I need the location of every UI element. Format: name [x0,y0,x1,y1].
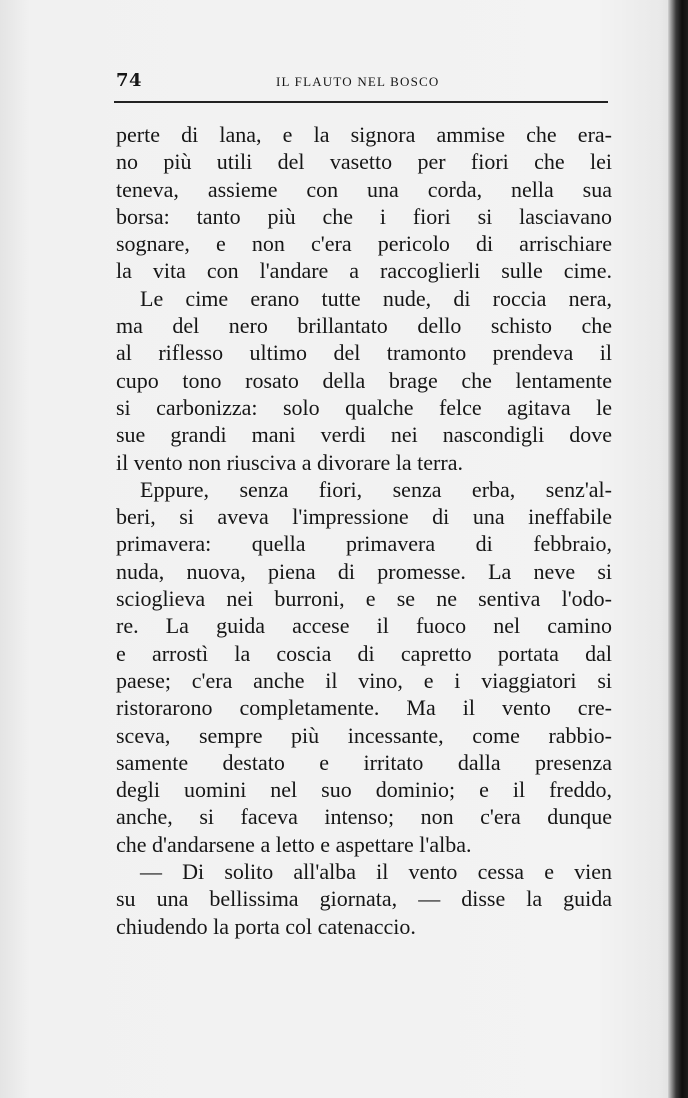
text-line: Eppure, senza fiori, senza erba, senz'al- [140,476,612,502]
header-rule [114,101,608,103]
text-line: re. La guida accese il fuoco nel camino [116,613,612,639]
text-line: sceva, sempre più incessante, come rabbio- [116,722,612,748]
page-header [116,70,608,94]
text-line: Le cime erano tutte nude, di roccia nera, [140,285,612,311]
page-number: 74 [116,70,143,91]
text-line: samente destato e irritato dalla presenza [116,749,612,775]
page-binding-edge [668,0,688,1098]
text-line: ristorarono completamente. Ma il vento cre- [116,695,612,721]
text-line: beri, si aveva l'impressione di una ineffabile [116,504,612,530]
text-line: anche, si faceva intenso; non c'era dunque [116,804,612,830]
text-line: sognare, e non c'era pericolo di arrischiare [116,231,612,257]
text-line: borsa: tanto più che i fiori si lasciavano [116,203,612,229]
text-line: nuda, nuova, piena di promesse. La neve si [116,558,612,584]
text-line: degli uomini nel suo dominio; e il freddo, [116,777,612,803]
text-line: chiudendo la porta col catenaccio. [116,913,416,939]
text-line: che d'andarsene a letto e aspettare l'alba. [116,831,472,857]
text-line: al riflesso ultimo del tramonto prendeva il [116,340,612,366]
text-line: paese; c'era anche il vino, e i viaggiatori si [116,667,612,693]
text-line: su una bellissima giornata, — disse la guida [116,886,612,912]
text-line: teneva, assieme con una corda, nella sua [116,176,612,202]
text-line: cupo tono rosato della brage che lentamente [116,367,612,393]
text-line: primavera: quella primavera di febbraio, [116,531,612,557]
text-line: — Di solito all'alba il vento cessa e vien [140,859,612,885]
text-line: no più utili del vasetto per fiori che lei [116,149,612,175]
running-title: IL FLAUTO NEL BOSCO [276,74,440,89]
text-line: sue grandi mani verdi nei nascondigli dove [116,422,612,448]
text-line: perte di lana, e la signora ammise che era- [116,122,612,147]
body-text [116,121,612,940]
text-line: il vento non riusciva a divorare la terra. [116,449,463,475]
text-line: si carbonizza: solo qualche felce agitava le [116,394,612,420]
text-line: ma del nero brillantato dello schisto che [116,313,612,339]
text-line: scioglieva nei burroni, e se ne sentiva l'odo- [116,586,612,612]
text-line: la vita con l'andare a raccoglierli sulle cime. [116,258,612,284]
text-line: e arrostì la coscia di capretto portata dal [116,640,612,666]
